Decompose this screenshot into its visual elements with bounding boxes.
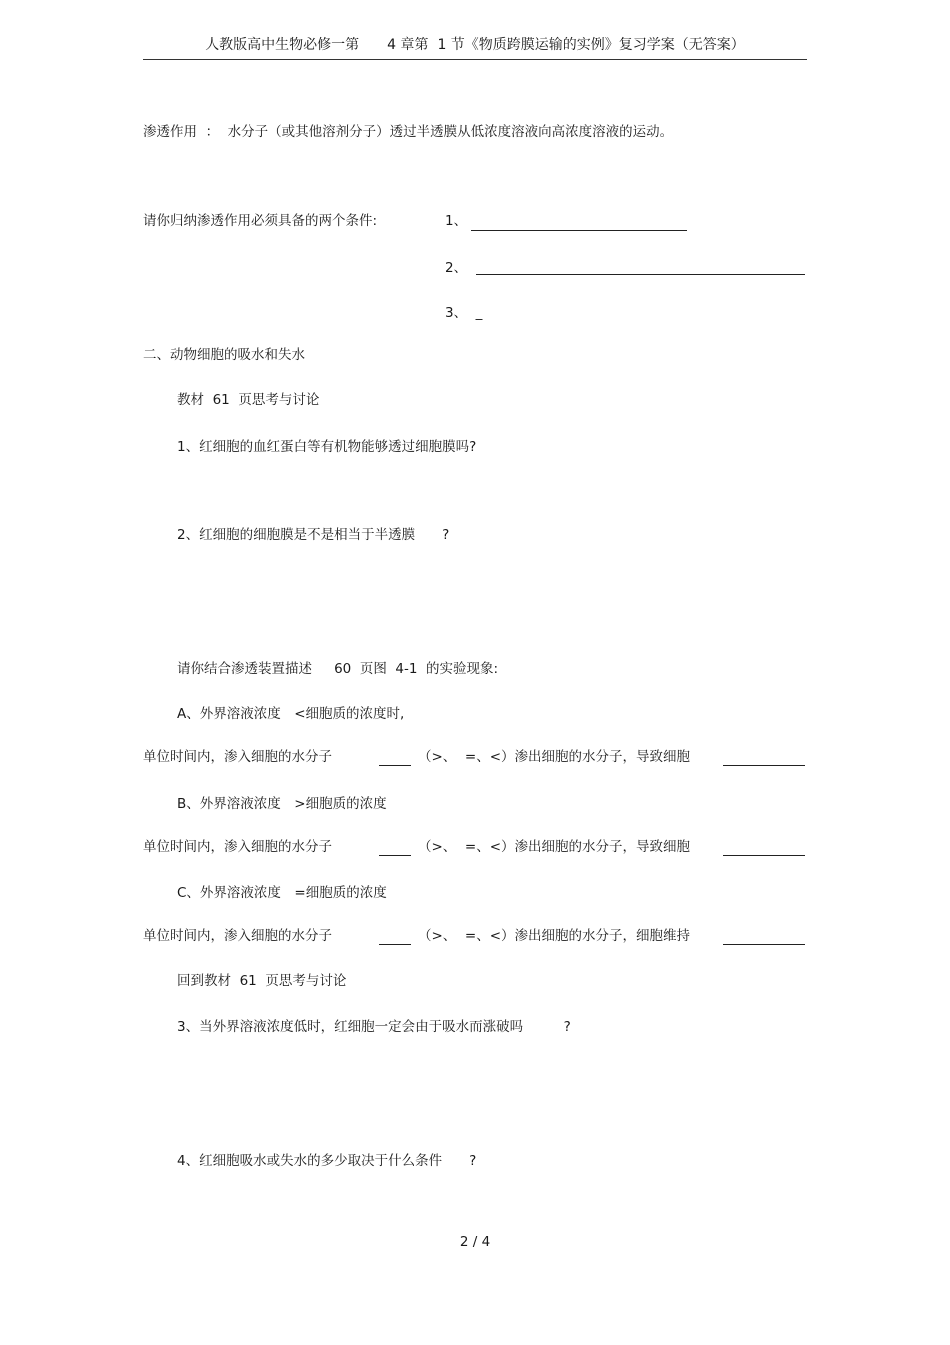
case-c-result-blank[interactable] (723, 944, 805, 945)
section-2-heading: 二、动物细胞的吸水和失水 (143, 347, 305, 363)
question-1: 1、红细胞的血红蛋白等有机物能够透过细胞膜吗? (177, 439, 477, 455)
condition-number-3: 3、 _ (445, 305, 483, 321)
case-b-options-text: （>、 =、<）渗出细胞的水分子，导致细胞 (418, 839, 691, 855)
case-c-label: C、外界溶液浓度 =细胞质的浓度 (177, 885, 387, 901)
case-a-line-text: 单位时间内，渗入细胞的水分子 (143, 749, 332, 765)
case-b-line-text: 单位时间内，渗入细胞的水分子 (143, 839, 332, 855)
case-b-label: B、外界溶液浓度 >细胞质的浓度 (177, 796, 387, 812)
condition-number-2: 2、 (445, 260, 468, 276)
experiment-instruction: 请你结合渗透装置描述 60 页图 4-1 的实验现象: (177, 661, 499, 677)
case-b-result-blank[interactable] (723, 855, 805, 856)
case-c-line-text: 单位时间内，渗入细胞的水分子 (143, 928, 332, 944)
question-3: 3、当外界溶液浓度低时，红细胞一定会由于吸水而涨破吗 ? (177, 1019, 571, 1035)
case-c-comparison-blank[interactable] (379, 944, 411, 945)
back-to-textbook-reference: 回到教材 61 页思考与讨论 (177, 973, 347, 989)
condition-number-1: 1、 (445, 213, 468, 229)
condition-2-answer-blank[interactable] (476, 274, 805, 275)
document-header-title: 人教版高中生物必修一第 4 章第 1 节《物质跨膜运输的实例》复习学案（无答案） (205, 37, 745, 53)
case-a-comparison-blank[interactable] (379, 765, 411, 766)
case-a-result-blank[interactable] (723, 765, 805, 766)
case-b-comparison-blank[interactable] (379, 855, 411, 856)
case-a-options-text: （>、 =、<）渗出细胞的水分子，导致细胞 (418, 749, 691, 765)
question-2: 2、红细胞的细胞膜是不是相当于半透膜 ? (177, 527, 450, 543)
conditions-prompt: 请你归纳渗透作用必须具备的两个条件: (143, 213, 378, 229)
condition-1-answer-blank[interactable] (471, 230, 687, 231)
textbook-reference: 教材 61 页思考与讨论 (177, 392, 320, 408)
case-a-label: A、外界溶液浓度 <细胞质的浓度时, (177, 706, 405, 722)
page-number: 2 / 4 (459, 1234, 491, 1250)
question-4: 4、红细胞吸水或失水的多少取决于什么条件 ? (177, 1153, 477, 1169)
case-c-options-text: （>、 =、<）渗出细胞的水分子，细胞维持 (418, 928, 691, 944)
header-rule (143, 59, 807, 60)
osmosis-definition: 渗透作用 ： 水分子（或其他溶剂分子）透过半透膜从低浓度溶液向高浓度溶液的运动。 (143, 124, 674, 140)
